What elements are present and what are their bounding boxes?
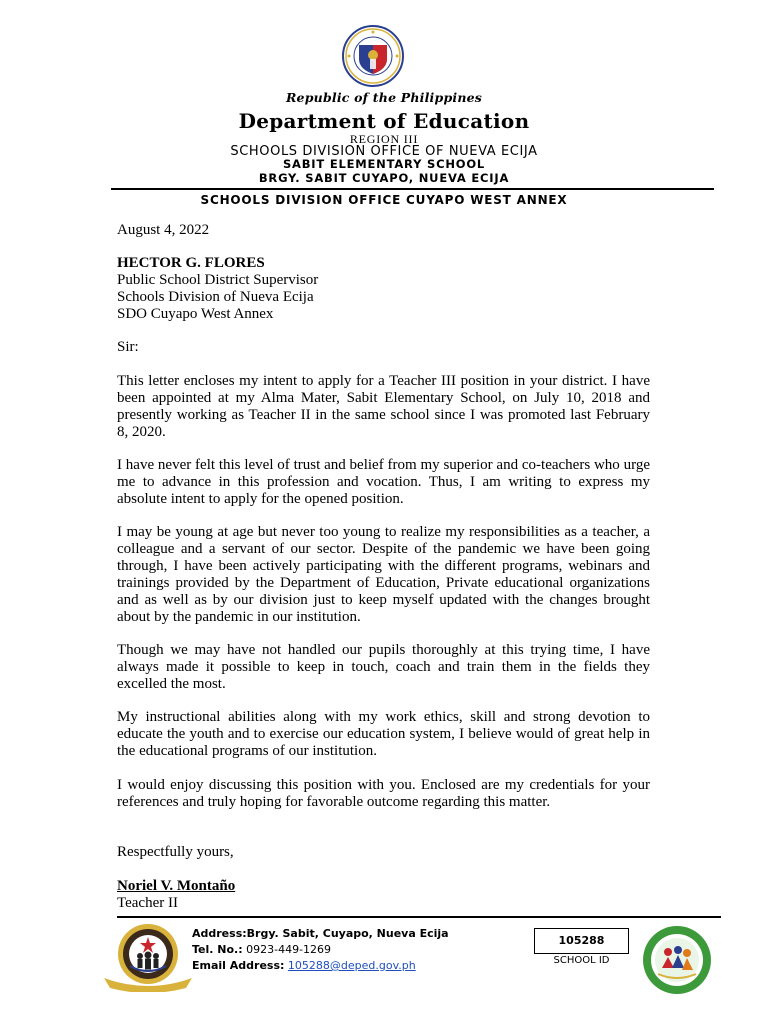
body-paragraph-1: This letter encloses my intent to apply for a Teacher III position in your district. I have been appointed at my Alma Mater, Sabit Elementary School, on July 10, 2018 and presently working as Teacher II in the same school since I was promoted last February 8, 2020. <box>117 373 650 440</box>
email-link[interactable]: 105288@deped.gov.ph <box>287 959 416 972</box>
signer-name: Noriel V. Montaño <box>117 878 236 894</box>
deped-seal-logo <box>337 25 409 87</box>
email-label: Email Address: <box>192 959 285 972</box>
recipient-position: Public School District Supervisor <box>117 272 319 288</box>
recipient-name: HECTOR G. FLORES <box>117 255 265 271</box>
body-paragraph-2: I have never felt this level of trust and belief from my superior and co-teachers who urge me to advance in this profession and vocation. Thus, I am writing to express my absolute intent to apply for the opened position. <box>117 457 650 507</box>
child-friendly-schools-logo <box>638 924 716 996</box>
school-address-heading: BRGY. SABIT CUYAPO, NUEVA ECIJA <box>258 171 510 185</box>
footer-contact <box>192 926 449 974</box>
region-heading: REGION III <box>349 132 419 146</box>
school-id-box: 105288 <box>534 928 629 954</box>
body-paragraph-5: My instructional abilities along with my work ethics, skill and strong devotion to educate the youth and to exercise our education system, I believe would of great help in the educational programs of our institution. <box>117 709 650 759</box>
body-paragraph-4: Though we may have not handled our pupils thoroughly at this trying time, I have always made it possible to keep in touch, coach and train them in the fields they excelled the most. <box>117 642 650 692</box>
division-heading: SCHOOLS DIVISION OFFICE OF NUEVA ECIJA <box>230 144 538 159</box>
address-label: Address: <box>192 927 247 940</box>
body-paragraph-6: I would enjoy discussing this position with you. Enclosed are my credentials for your references and truly hoping for favorable outcome regarding this matter. <box>117 777 650 810</box>
footer-tel-line <box>192 942 449 958</box>
department-heading: Department of Education <box>238 109 530 133</box>
sub-office-heading: SCHOOLS DIVISION OFFICE CUYAPO WEST ANNEX <box>200 193 568 207</box>
tel-value: 0923-449-1269 <box>246 943 332 956</box>
republic-heading: Republic of the Philippines <box>285 90 483 105</box>
body-paragraph-3: I may be young at age but never too young to realize my responsibilities as a teacher, a colleague and a servant of our sector. Despite of the pandemic we have been going through, I have been actively participating with the different programs, webinars and trainings provided by the Department of Education, Private educational organizations and as well as by our division just to keep myself updated with the changes brought about by the pandemic in our institution. <box>117 524 650 625</box>
school-id-label: SCHOOL ID <box>553 955 610 966</box>
footer-divider <box>117 916 721 918</box>
footer-email-line <box>192 958 449 974</box>
letter-date: August 4, 2022 <box>117 222 210 238</box>
footer-address-line <box>192 926 449 942</box>
header-divider <box>111 188 714 190</box>
tel-label: Tel. No.: <box>192 943 243 956</box>
salutation: Sir: <box>117 339 139 355</box>
recipient-office: Schools Division of Nueva Ecija <box>117 289 314 305</box>
school-logo <box>102 920 194 992</box>
recipient-district: SDO Cuyapo West Annex <box>117 306 274 322</box>
address-value: Brgy. Sabit, Cuyapo, Nueva Ecija <box>246 927 449 940</box>
recipient-block <box>117 255 650 323</box>
school-name-heading: SABIT ELEMENTARY SCHOOL <box>282 157 486 171</box>
closing: Respectfully yours, <box>117 844 234 860</box>
signer-title: Teacher II <box>117 895 178 911</box>
